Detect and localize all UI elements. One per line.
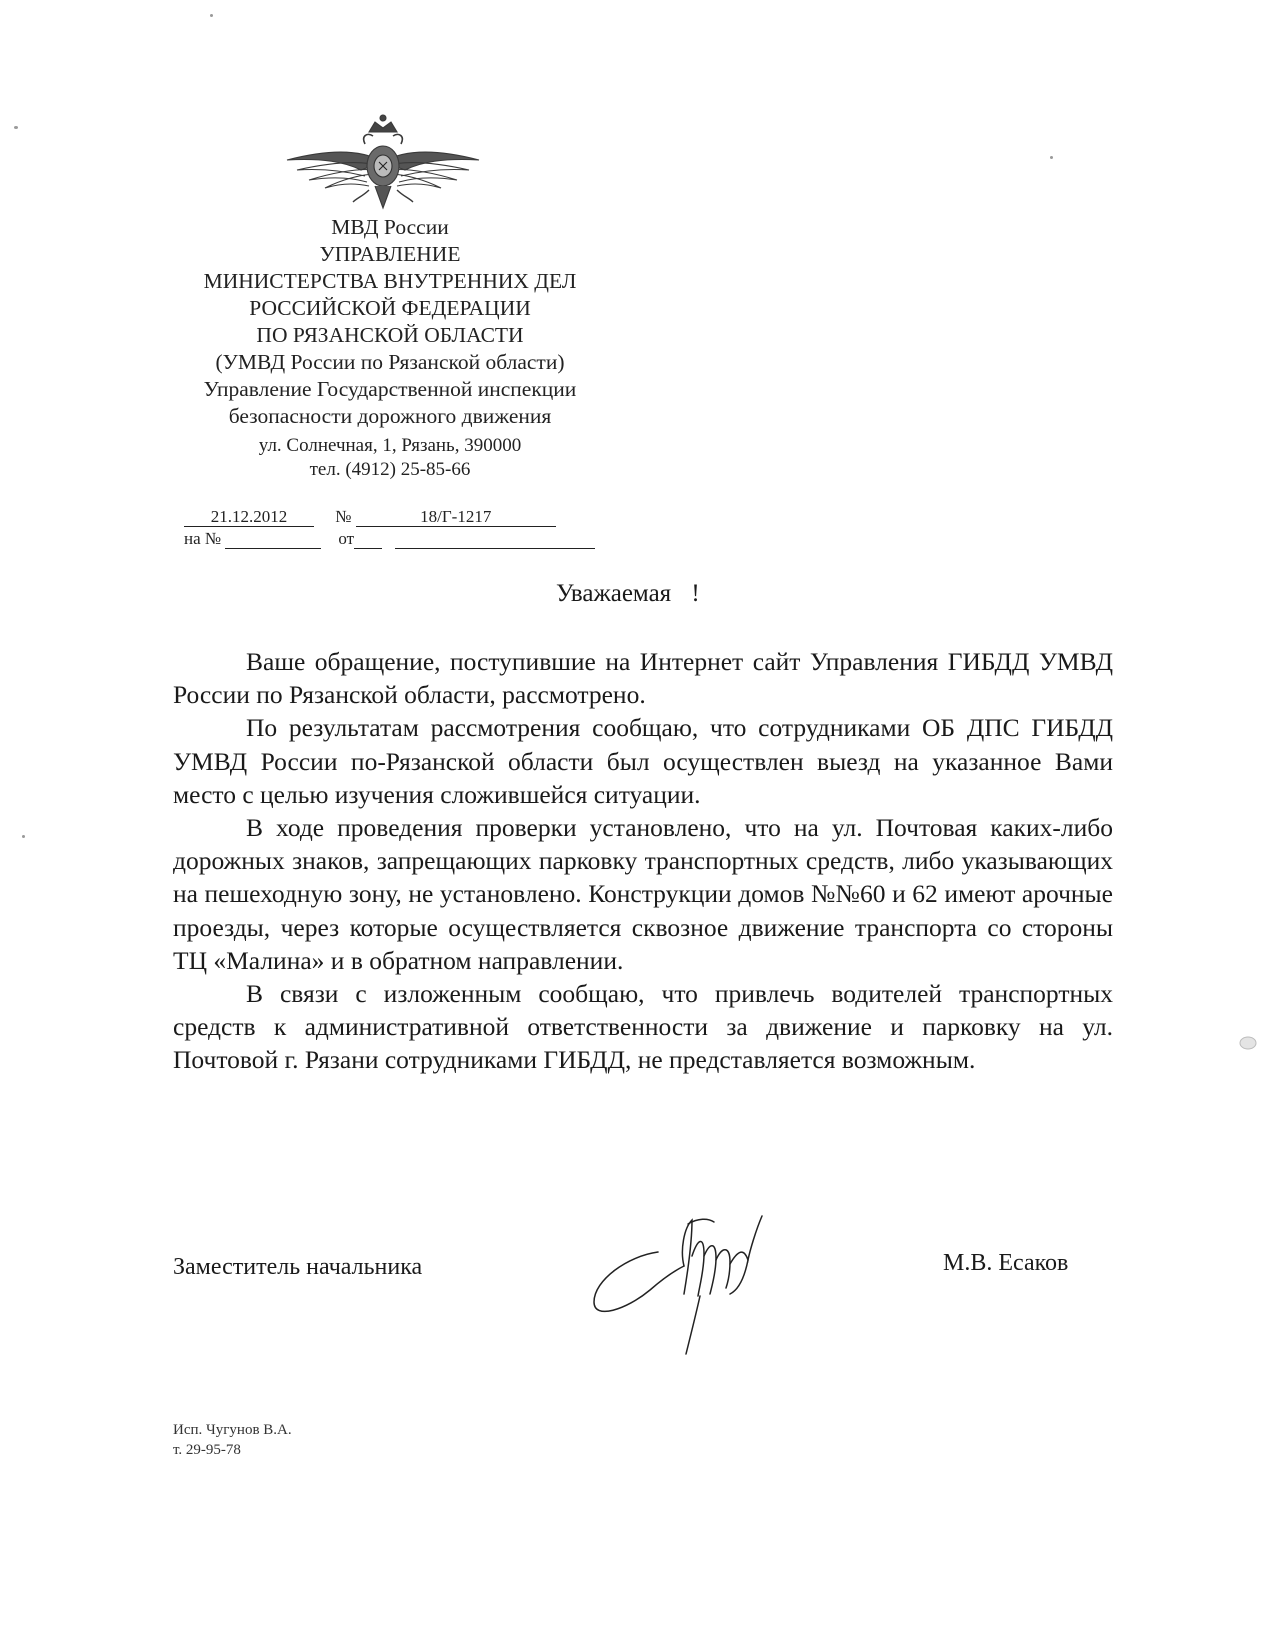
letterhead-line: (УМВД России по Рязанской области) — [215, 350, 565, 374]
from-date-blank — [354, 530, 382, 549]
letterhead-address: ул. Солнечная, 1, Рязань, 390000 — [258, 435, 522, 456]
letterhead-line: ПО РЯЗАНСКОЙ ОБЛАСТИ — [256, 323, 524, 347]
letterhead — [150, 214, 630, 482]
body-paragraph: Ваше обращение, поступившие на Интернет сайт Управления ГИБДД УМВД России по Рязанской области, рассмотрено. — [173, 647, 1113, 710]
from-label: от — [338, 529, 355, 548]
letterhead-line: МВД России — [331, 215, 449, 239]
handwritten-signature-icon — [588, 1210, 788, 1360]
letterhead-line: РОССИЙСКОЙ ФЕДЕРАЦИИ — [249, 296, 531, 320]
letterhead-line: МИНИСТЕРСТВА ВНУТРЕННИХ ДЕЛ — [203, 269, 577, 293]
body-paragraph: По результатам рассмотрения сообщаю, что сотрудниками ОБ ДПС ГИБДД УМВД России по-Рязанской области был осуществлен выезд на указанное Вами место с целью изучения сложившейся ситуации. — [173, 713, 1113, 809]
scan-speck — [1050, 156, 1053, 159]
document-number: 18/Г-1217 — [356, 508, 556, 527]
body-paragraph: В связи с изложенным сообщаю, что привлечь водителей транспортных средств к административной ответственности за движение и парковку на ул. Почтовой г. Рязани сотрудниками ГИБДД, не представляется возможным. — [173, 979, 1113, 1075]
scan-speck — [14, 126, 18, 129]
executor-name: Исп. Чугунов В.А. — [173, 1422, 292, 1438]
executor-info — [173, 1420, 292, 1460]
scan-speck — [22, 835, 25, 838]
executor-phone: т. 29-95-78 — [173, 1442, 241, 1458]
in-reply-label: на № — [184, 529, 222, 548]
letter-body — [173, 645, 1113, 1077]
body-paragraph: В ходе проведения проверки установлено, что на ул. Почтовая каких-либо дорожных знаков, запрещающих парковку транспортных средств, либо указывающих на пешеходную зону, не установлено. Конструкции домов №№60 и 62 имеют арочные проезды, через которые осуществляется сквозное движение транспорта со стороны ТЦ «Малина» и в обратном направлении. — [173, 813, 1113, 975]
number-label: № — [335, 507, 352, 526]
in-reply-number-blank — [225, 530, 321, 549]
letterhead-line: УПРАВЛЕНИЕ — [319, 242, 461, 266]
punch-hole-mark-icon — [1238, 1035, 1258, 1051]
greeting — [556, 580, 700, 608]
greeting-mark: ! — [691, 580, 700, 607]
letterhead-line: безопасности дорожного движения — [228, 404, 552, 428]
letterhead-phone: тел. (4912) 25-85-66 — [309, 459, 471, 480]
from-extra-blank — [395, 530, 595, 549]
signer-name: М.В. Есаков — [943, 1250, 1069, 1276]
greeting-word: Уважаемая — [556, 580, 672, 607]
document-date: 21.12.2012 — [184, 508, 314, 527]
signer-position: Заместитель начальника — [173, 1254, 423, 1280]
scan-speck — [210, 14, 213, 17]
document-references — [184, 506, 595, 550]
mvd-emblem-icon — [283, 110, 483, 212]
letterhead-line: Управление Государственной инспекции — [203, 377, 577, 401]
